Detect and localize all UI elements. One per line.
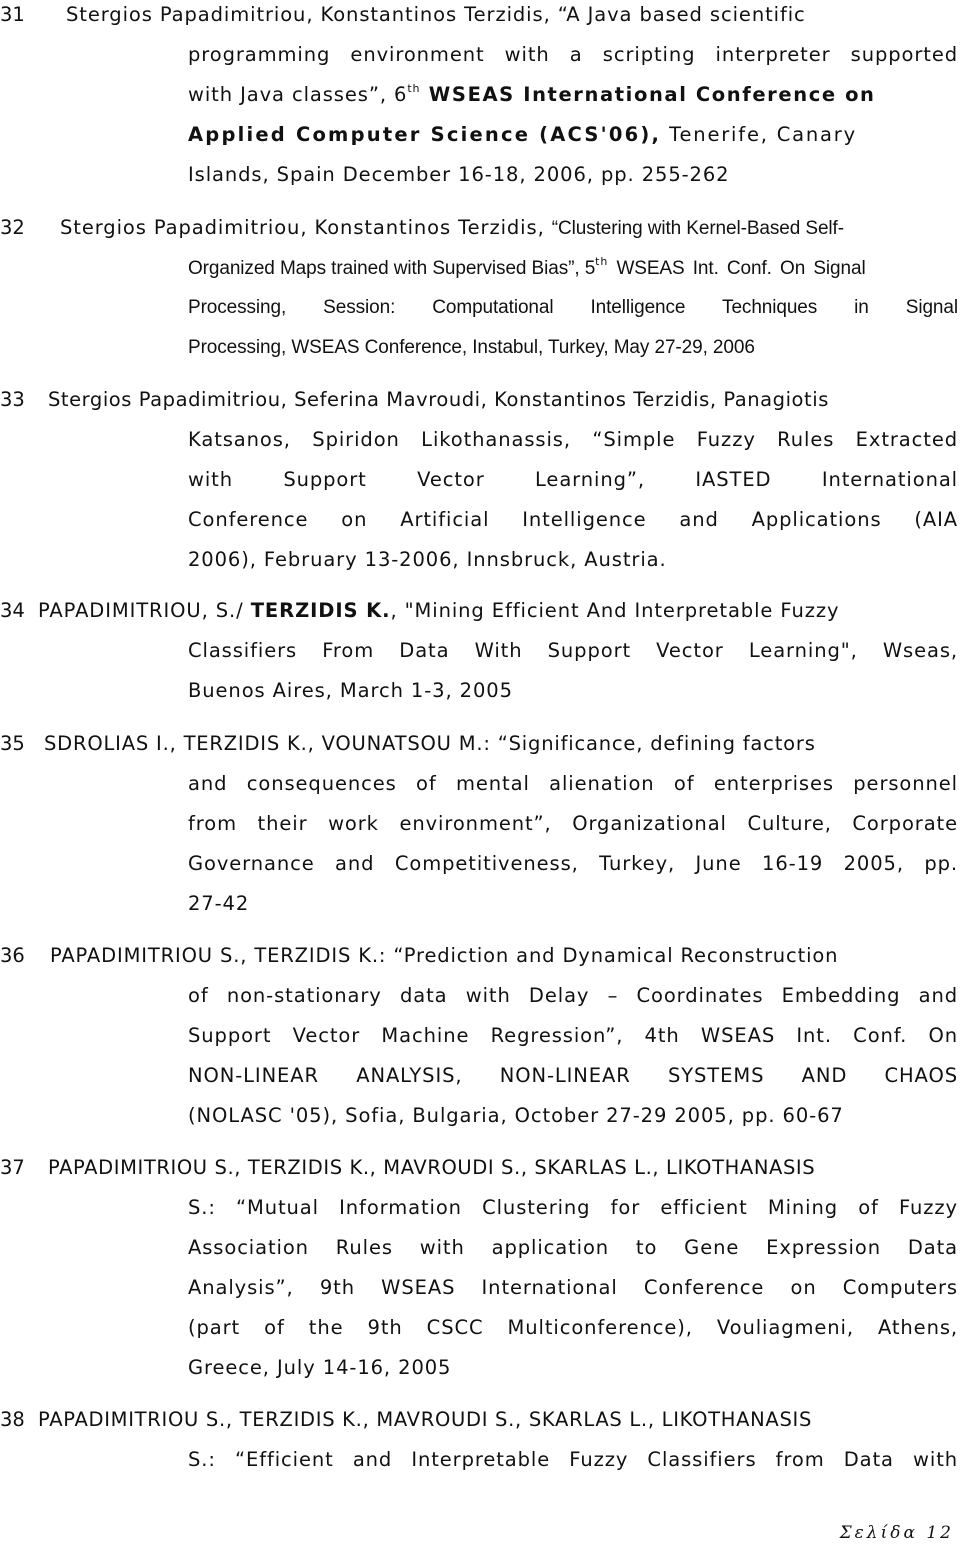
reference-line: Support Vector Machine Regression”, 4th WSEAS Int. Conf. On [188,1024,958,1047]
reference-line: (part of the 9th CSCC Multiconference), Vouliagmeni, Athens, [188,1316,958,1339]
reference-line: Analysis”, 9th WSEAS International Conference on Computers [188,1276,958,1299]
reference-line: programming environment with a scripting interpreter supported [188,43,958,66]
reference-line: Stergios Papadimitriou, Seferina Mavroudi, Konstantinos Terzidis, Panagiotis [48,388,829,411]
reference-line: Stergios Papadimitriou, Konstantinos Terzidis, “A Java based scientific [66,3,806,26]
reference-line: S.: “Efficient and Interpretable Fuzzy Classifiers from Data with [188,1448,958,1471]
reference-line: 27-42 [188,892,250,915]
reference-line: S.: “Mutual Information Clustering for efficient Mining of Fuzzy [188,1196,958,1219]
reference-number: 31 [0,3,25,26]
reference-number: 35 [0,732,25,755]
reference-line: Processing, WSEAS Conference, Instabul, Turkey, May 27-29, 2006 [188,337,755,358]
reference-line: NON-LINEAR ANALYSIS, NON-LINEAR SYSTEMS AND CHAOS [188,1064,958,1087]
reference-line: (NOLASC '05), Sofia, Bulgaria, October 27-29 2005, pp. 60-67 [188,1104,844,1127]
reference-number: 37 [0,1156,25,1179]
reference-line: Applied Computer Science (ACS'06), Tenerife, Canary [188,123,857,146]
reference-line: PAPADIMITRIOU S., TERZIDIS K.: “Prediction and Dynamical Reconstruction [50,944,839,967]
reference-line: Islands, Spain December 16-18, 2006, pp. 255-262 [188,163,730,186]
reference-line: Governance and Competitiveness, Turkey, June 16-19 2005, pp. [188,852,958,875]
reference-line: Organized Maps trained with Supervised Bias”, 5th WSEAS Int. Conf. On Signal [188,255,866,279]
reference-line: Conference on Artificial Intelligence and Applications (AIA [188,508,958,531]
reference-line: Processing, Session: Computational Intelligence Techniques in Signal [188,297,958,318]
reference-number: 33 [0,388,25,411]
reference-number: 32 [0,216,25,239]
reference-line: Katsanos, Spiridon Likothanassis, “Simple Fuzzy Rules Extracted [188,428,958,451]
reference-line: and consequences of mental alienation of enterprises personnel [188,772,958,795]
reference-number: 34 [0,599,25,622]
reference-line: PAPADIMITRIOU S., TERZIDIS K., MAVROUDI S., SKARLAS L., LIKOTHANASIS [38,1408,813,1431]
reference-line: 2006), February 13-2006, Innsbruck, Austria. [188,548,667,571]
reference-line: PAPADIMITRIOU, S./ TERZIDIS K., "Mining Efficient And Interpretable Fuzzy [38,599,840,622]
reference-number: 38 [0,1408,25,1431]
reference-line: SDROLIAS I., TERZIDIS K., VOUNATSOU M.: “Significance, defining factors [44,732,816,755]
reference-line: Association Rules with application to Gene Expression Data [188,1236,958,1259]
reference-line: with Support Vector Learning”, IASTED International [188,468,958,491]
page-number-footer: Σελίδα 12 [839,1523,954,1543]
reference-line: Buenos Aires, March 1-3, 2005 [188,679,513,702]
reference-line: from their work environment”, Organizational Culture, Corporate [188,812,958,835]
reference-number: 36 [0,944,25,967]
reference-line: Classifiers From Data With Support Vector Learning", Wseas, [188,639,958,662]
reference-line: PAPADIMITRIOU S., TERZIDIS K., MAVROUDI S., SKARLAS L., LIKOTHANASIS [48,1156,816,1179]
reference-line: with Java classes”, 6th WSEAS International Conference on [188,82,876,106]
reference-line: Stergios Papadimitriou, Konstantinos Terzidis, “Clustering with Kernel-Based Self- [60,216,844,239]
reference-line: Greece, July 14-16, 2005 [188,1356,452,1379]
reference-line: of non-stationary data with Delay – Coordinates Embedding and [188,984,958,1007]
